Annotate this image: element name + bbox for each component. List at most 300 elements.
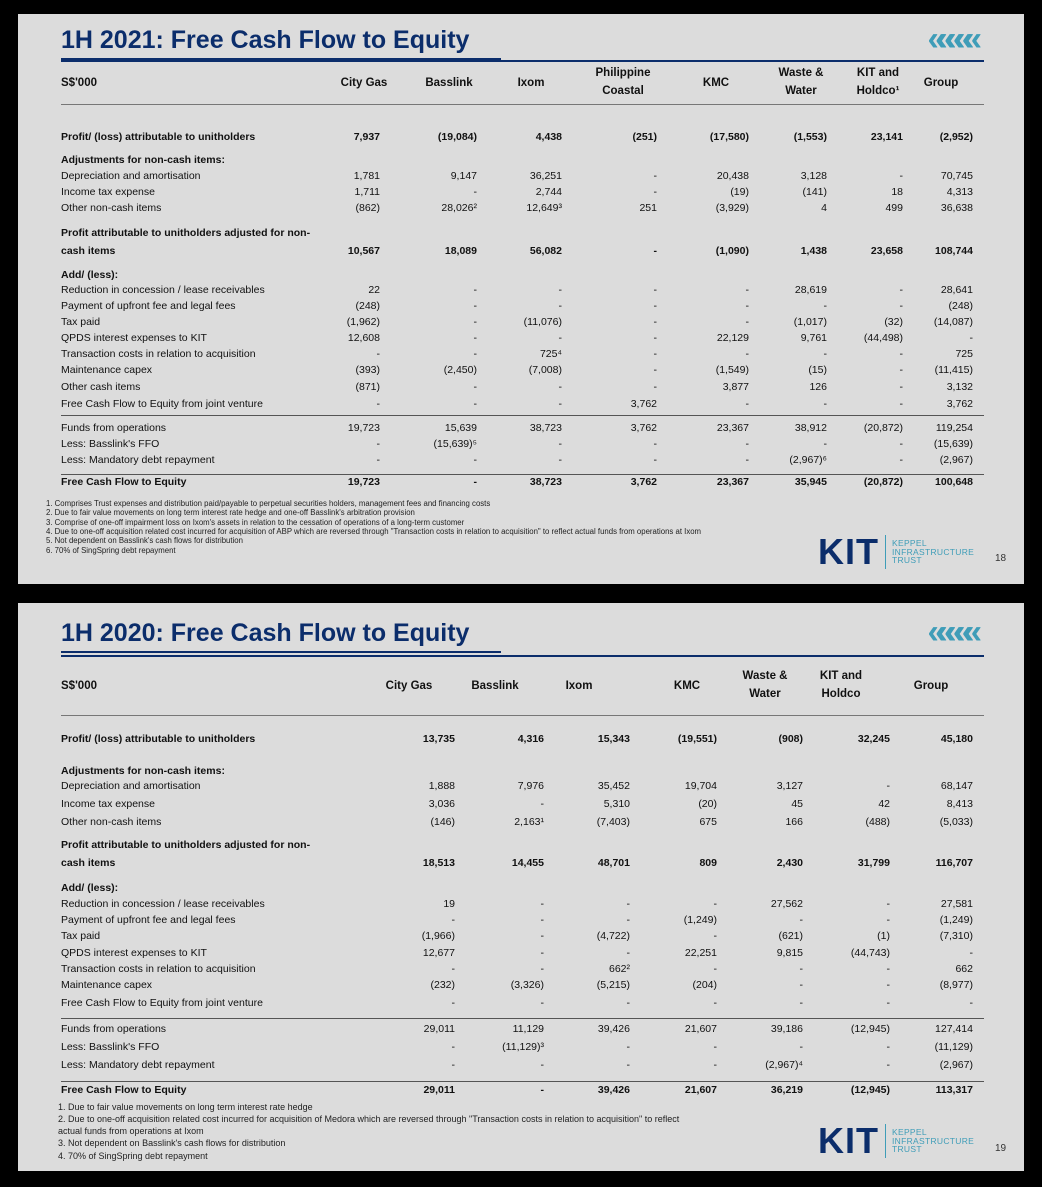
table-cell: 9,761 xyxy=(800,332,827,344)
table-cell: 725 xyxy=(955,348,973,360)
table-cell: - xyxy=(899,348,903,360)
table-cell: (146) xyxy=(430,816,455,828)
row-label: Less: Mandatory debt repayment xyxy=(61,1059,215,1071)
row-label: Maintenance capex xyxy=(61,364,153,376)
table-cell: 19 xyxy=(443,898,455,910)
divider xyxy=(61,1018,984,1019)
table-cell: - xyxy=(713,1059,717,1071)
chevron-pattern-icon: ««««« xyxy=(927,613,972,651)
table-cell: 809 xyxy=(699,857,717,869)
table-cell: 1,888 xyxy=(428,780,455,792)
table-cell: (15) xyxy=(808,364,827,376)
table-cell: (20) xyxy=(698,798,717,810)
row-label: Free Cash Flow to Equity xyxy=(61,476,187,488)
table-cell: 499 xyxy=(885,202,903,214)
table-cell: (19,551) xyxy=(677,733,717,745)
table-cell: - xyxy=(540,947,544,959)
table-cell: (12,945) xyxy=(850,1023,890,1035)
table-cell: (621) xyxy=(778,930,803,942)
table-cell: - xyxy=(653,381,657,393)
table-cell: (232) xyxy=(430,979,455,991)
table-cell: - xyxy=(540,798,544,810)
table-cell: - xyxy=(899,300,903,312)
kit-logo: KIT KEPPEL INFRASTRUCTURE TRUST xyxy=(818,531,975,572)
table-cell: (14,087) xyxy=(933,316,973,328)
table-cell: 3,762 xyxy=(630,398,657,410)
row-label: Reduction in concession / lease receivables xyxy=(61,284,265,296)
table-cell: - xyxy=(745,284,749,296)
table-cell: 4 xyxy=(821,202,827,214)
table-cell: - xyxy=(653,186,657,198)
table-cell: 22,129 xyxy=(716,332,749,344)
table-cell: 675 xyxy=(699,816,717,828)
table-cell: - xyxy=(653,348,657,360)
table-cell: - xyxy=(540,898,544,910)
table-cell: - xyxy=(558,284,562,296)
table-cell: - xyxy=(376,398,380,410)
table-cell: - xyxy=(473,186,477,198)
table-cell: - xyxy=(540,1059,544,1071)
table-cell: (5,215) xyxy=(596,979,630,991)
table-cell: 19,704 xyxy=(684,780,717,792)
table-cell: 22,251 xyxy=(684,947,717,959)
divider xyxy=(61,415,984,416)
table-cell: (1) xyxy=(877,930,890,942)
table-cell: - xyxy=(540,1084,544,1096)
table-cell: - xyxy=(713,963,717,975)
row-label: QPDS interest expenses to KIT xyxy=(61,947,207,959)
table-cell: - xyxy=(558,454,562,466)
table-cell: - xyxy=(653,454,657,466)
table-cell: (20,872) xyxy=(863,422,903,434)
table-cell: - xyxy=(745,438,749,450)
table-cell: - xyxy=(626,1041,630,1053)
table-cell: 11,129 xyxy=(512,1023,544,1035)
table-cell: (32) xyxy=(884,316,903,328)
table-cell: - xyxy=(823,438,827,450)
row-label: Adjustments for non-cash items: xyxy=(61,154,225,166)
table-cell: 27,562 xyxy=(770,898,803,910)
table-cell: 18 xyxy=(891,186,903,198)
table-cell: (19) xyxy=(730,186,749,198)
table-cell: - xyxy=(823,348,827,360)
table-cell: 68,147 xyxy=(940,780,973,792)
col-header: KMC xyxy=(673,680,701,692)
table-cell: - xyxy=(799,1041,803,1053)
table-cell: 4,313 xyxy=(946,186,973,198)
table-cell: 3,877 xyxy=(722,381,749,393)
table-cell: 23,658 xyxy=(870,245,903,257)
table-cell: 28,619 xyxy=(794,284,827,296)
table-cell: 9,815 xyxy=(776,947,803,959)
table-cell: 3,762 xyxy=(630,422,657,434)
table-cell: 36,638 xyxy=(940,202,973,214)
row-label: QPDS interest expenses to KIT xyxy=(61,332,207,344)
table-cell: (11,129) xyxy=(934,1041,973,1053)
table-cell: 14,455 xyxy=(511,857,544,869)
table-cell: (251) xyxy=(632,131,657,143)
table-cell: (141) xyxy=(802,186,827,198)
row-label: Other cash items xyxy=(61,381,141,393)
row-label: Other non-cash items xyxy=(61,202,162,214)
row-label: cash items xyxy=(61,857,116,869)
table-cell: - xyxy=(799,997,803,1009)
table-cell: 2,430 xyxy=(776,857,803,869)
table-cell: - xyxy=(473,381,477,393)
table-cell: 1,438 xyxy=(800,245,827,257)
table-cell: 18,089 xyxy=(444,245,477,257)
table-cell: 56,082 xyxy=(529,245,562,257)
table-cell: - xyxy=(653,245,657,257)
row-label: Less: Basslink's FFO xyxy=(61,438,160,450)
row-label: Depreciation and amortisation xyxy=(61,780,201,792)
table-cell: - xyxy=(473,348,477,360)
col-header: Basslink xyxy=(425,77,473,89)
table-cell: - xyxy=(558,300,562,312)
table-cell: 3,762 xyxy=(630,476,657,488)
table-cell: 1,781 xyxy=(353,170,380,182)
table-cell: 5,310 xyxy=(603,798,630,810)
table-cell: - xyxy=(626,947,630,959)
table-cell: 23,367 xyxy=(716,422,749,434)
table-cell: - xyxy=(899,364,903,376)
table-cell: 100,648 xyxy=(935,476,973,488)
slide-title: 1H 2020: Free Cash Flow to Equity xyxy=(61,619,470,647)
table-cell: 18,513 xyxy=(422,857,455,869)
table-cell: - xyxy=(558,398,562,410)
row-label: Less: Mandatory debt repayment xyxy=(61,454,215,466)
divider xyxy=(61,474,984,475)
table-cell: - xyxy=(626,997,630,1009)
table-cell: - xyxy=(745,300,749,312)
row-label: Profit attributable to unitholders adjusted for non- xyxy=(61,839,311,851)
table-cell: - xyxy=(713,898,717,910)
row-label: cash items xyxy=(61,245,116,257)
table-cell: (11,129)³ xyxy=(502,1041,544,1053)
table-cell: 15,343 xyxy=(597,733,630,745)
table-cell: - xyxy=(969,947,973,959)
table-cell: - xyxy=(558,381,562,393)
table-cell: 2,163¹ xyxy=(514,816,544,828)
table-cell: 13,735 xyxy=(422,733,455,745)
table-cell: 23,141 xyxy=(870,131,903,143)
table-cell: (2,967)⁴ xyxy=(765,1059,803,1071)
table-cell: 12,649³ xyxy=(526,202,562,214)
col-header: KMC xyxy=(702,77,730,89)
row-label: Depreciation and amortisation xyxy=(61,170,201,182)
table-cell: - xyxy=(886,1041,890,1053)
table-cell: - xyxy=(653,300,657,312)
table-cell: - xyxy=(653,170,657,182)
table-cell: (8,977) xyxy=(939,979,973,991)
table-cell: (44,498) xyxy=(863,332,903,344)
table-cell: - xyxy=(451,997,455,1009)
table-cell: - xyxy=(799,914,803,926)
table-cell: - xyxy=(451,1059,455,1071)
table-cell: - xyxy=(969,332,973,344)
table-cell: - xyxy=(653,438,657,450)
row-label: Payment of upfront fee and legal fees xyxy=(61,914,236,926)
table-cell: 35,452 xyxy=(597,780,630,792)
table-cell: - xyxy=(799,979,803,991)
table-cell: - xyxy=(558,332,562,344)
table-cell: 7,976 xyxy=(517,780,544,792)
table-cell: 2,744 xyxy=(535,186,562,198)
table-cell: (2,967) xyxy=(939,454,973,466)
table-cell: 3,127 xyxy=(776,780,803,792)
table-cell: 29,011 xyxy=(423,1084,455,1096)
table-cell: (393) xyxy=(355,364,380,376)
table-cell: 1,711 xyxy=(354,186,380,198)
row-label: Free Cash Flow to Equity from joint venture xyxy=(61,398,263,410)
row-label: Payment of upfront fee and legal fees xyxy=(61,300,236,312)
table-cell: (1,249) xyxy=(939,914,973,926)
table-cell: - xyxy=(886,914,890,926)
table-cell: - xyxy=(899,381,903,393)
table-cell: - xyxy=(473,476,477,488)
table-cell: - xyxy=(886,780,890,792)
table-cell: 28,641 xyxy=(940,284,973,296)
table-cell: - xyxy=(899,438,903,450)
title-underline xyxy=(61,651,501,653)
table-cell: (1,017) xyxy=(793,316,827,328)
row-label: Tax paid xyxy=(61,316,101,328)
row-label: Other non-cash items xyxy=(61,816,162,828)
table-cell: 12,677 xyxy=(422,947,455,959)
table-cell: - xyxy=(376,454,380,466)
table-cell: - xyxy=(626,914,630,926)
table-cell: - xyxy=(886,997,890,1009)
table-cell: - xyxy=(886,898,890,910)
table-cell: - xyxy=(473,284,477,296)
table-cell: - xyxy=(376,348,380,360)
row-label: Profit attributable to unitholders adjusted for non- xyxy=(61,227,311,239)
col-header: Waste & Water xyxy=(778,67,824,98)
table-cell: (20,872) xyxy=(863,476,903,488)
table-cell: (11,076) xyxy=(523,316,562,328)
table-cell: - xyxy=(626,1059,630,1071)
table-cell: - xyxy=(451,1041,455,1053)
col-header: Waste & Water xyxy=(742,670,788,701)
row-label: Tax paid xyxy=(61,930,101,942)
table-cell: (15,639) xyxy=(933,438,973,450)
table-cell: 119,254 xyxy=(935,422,973,434)
table-cell: (7,310) xyxy=(939,930,973,942)
table-cell: 7,937 xyxy=(353,131,380,143)
table-cell: (862) xyxy=(355,202,380,214)
table-cell: (2,952) xyxy=(939,131,973,143)
table-cell: - xyxy=(540,963,544,975)
row-label: Profit/ (loss) attributable to unitholders xyxy=(61,733,256,745)
table-header xyxy=(61,60,984,105)
divider xyxy=(61,1081,984,1082)
table-cell: (2,450) xyxy=(443,364,477,376)
table-cell: 4,316 xyxy=(517,733,544,745)
row-label: Profit/ (loss) attributable to unitholders xyxy=(61,131,256,143)
table-cell: - xyxy=(899,284,903,296)
chevron-pattern-icon: ««««« xyxy=(927,20,972,58)
table-cell: 3,762 xyxy=(946,398,973,410)
table-cell: 23,367 xyxy=(716,476,749,488)
table-cell: (488) xyxy=(865,816,890,828)
slide-18 xyxy=(18,14,1024,584)
table-cell: (1,549) xyxy=(715,364,749,376)
table-cell: - xyxy=(626,898,630,910)
row-label: Funds from operations xyxy=(61,422,167,434)
table-cell: - xyxy=(745,454,749,466)
table-cell: 31,799 xyxy=(857,857,890,869)
footnotes: 1. Due to fair value movements on long term interest rate hedge 2. Due to one-off acquisition related cost incurred for acquisition of Medora which are reversed through "Transaction costs in relation to acquisition" to reflect actual funds from operations at Ixom 3. Not dependent on Basslink's cash flows for distribution 4. 70% of SingSpring debt repayment xyxy=(58,1102,680,1161)
table-cell: (1,249) xyxy=(683,914,717,926)
table-cell: - xyxy=(653,332,657,344)
table-cell: (4,722) xyxy=(596,930,630,942)
table-cell: (11,415) xyxy=(934,364,973,376)
table-cell: (3,929) xyxy=(715,202,749,214)
table-cell: 39,426 xyxy=(597,1084,630,1096)
table-cell: - xyxy=(886,979,890,991)
table-cell: (1,966) xyxy=(421,930,455,942)
table-cell: 251 xyxy=(639,202,657,214)
table-cell: - xyxy=(713,997,717,1009)
table-cell: - xyxy=(473,332,477,344)
table-cell: 662 xyxy=(955,963,973,975)
table-cell: (3,326) xyxy=(510,979,544,991)
table-cell: - xyxy=(473,398,477,410)
table-cell: 8,413 xyxy=(946,798,973,810)
table-cell: 35,945 xyxy=(794,476,827,488)
table-cell: 21,607 xyxy=(684,1084,717,1096)
table-cell: - xyxy=(451,963,455,975)
table-cell: 4,438 xyxy=(535,131,562,143)
col-header: Group xyxy=(923,77,959,89)
row-label: Free Cash Flow to Equity from joint venture xyxy=(61,997,263,1009)
table-cell: 36,219 xyxy=(770,1084,803,1096)
kit-logo: KIT KEPPEL INFRASTRUCTURE TRUST xyxy=(818,1120,975,1161)
table-cell: - xyxy=(376,438,380,450)
table-cell: 28,026² xyxy=(441,202,477,214)
table-cell: 39,186 xyxy=(770,1023,803,1035)
table-cell: 725⁴ xyxy=(539,348,562,360)
slide-19 xyxy=(18,603,1024,1171)
table-cell: - xyxy=(473,300,477,312)
table-cell: 42 xyxy=(878,798,890,810)
row-label: Maintenance capex xyxy=(61,979,153,991)
table-cell: (204) xyxy=(692,979,717,991)
row-label: Reduction in concession / lease receivables xyxy=(61,898,265,910)
table-cell: (1,962) xyxy=(346,316,380,328)
table-cell: - xyxy=(473,316,477,328)
table-cell: 27,581 xyxy=(940,898,973,910)
col-header: Ixom xyxy=(565,680,593,692)
table-cell: (17,580) xyxy=(709,131,749,143)
table-cell: (44,743) xyxy=(850,947,890,959)
col-header: KIT and Holdco xyxy=(819,670,863,701)
table-cell: - xyxy=(899,454,903,466)
table-cell: 45 xyxy=(791,798,803,810)
table-cell: - xyxy=(653,316,657,328)
table-cell: (248) xyxy=(948,300,973,312)
table-cell: - xyxy=(745,398,749,410)
table-cell: 19,723 xyxy=(347,476,380,488)
table-cell: (7,008) xyxy=(528,364,562,376)
table-cell: 3,036 xyxy=(428,798,455,810)
col-header: Group xyxy=(913,680,949,692)
table-cell: 48,701 xyxy=(597,857,630,869)
table-cell: 126 xyxy=(809,381,827,393)
table-cell: - xyxy=(823,300,827,312)
table-cell: - xyxy=(745,348,749,360)
page-number: 19 xyxy=(995,1143,1007,1154)
row-label: Transaction costs in relation to acquisition xyxy=(61,963,256,975)
table-cell: - xyxy=(886,1059,890,1071)
row-label: Income tax expense xyxy=(61,798,155,810)
row-label: Funds from operations xyxy=(61,1023,167,1035)
table-cell: 15,639 xyxy=(444,422,477,434)
table-cell: (2,967)⁶ xyxy=(789,454,827,466)
table-cell: 3,128 xyxy=(800,170,827,182)
table-cell: (19,084) xyxy=(437,131,477,143)
table-cell: 20,438 xyxy=(716,170,749,182)
row-label: Adjustments for non-cash items: xyxy=(61,765,225,777)
col-header: Ixom xyxy=(517,77,545,89)
row-label: Income tax expense xyxy=(61,186,155,198)
row-label: Free Cash Flow to Equity xyxy=(61,1084,187,1096)
table-cell: 22 xyxy=(368,284,380,296)
table-cell: (1,090) xyxy=(715,245,749,257)
table-cell: 38,912 xyxy=(794,422,827,434)
table-cell: - xyxy=(713,930,717,942)
col-header: KIT and Holdco¹ xyxy=(856,67,900,98)
table-cell: - xyxy=(540,997,544,1009)
table-cell: (15,639)⁵ xyxy=(433,438,477,450)
table-cell: 39,426 xyxy=(597,1023,630,1035)
table-cell: 127,414 xyxy=(935,1023,973,1035)
col-header: City Gas xyxy=(385,680,433,692)
table-cell: (2,967) xyxy=(939,1059,973,1071)
row-label: Less: Basslink's FFO xyxy=(61,1041,160,1053)
col-header: Philippine Coastal xyxy=(595,67,651,98)
table-cell: 70,745 xyxy=(940,170,973,182)
table-cell: - xyxy=(799,963,803,975)
table-cell: (871) xyxy=(355,381,380,393)
table-cell: 38,723 xyxy=(529,476,562,488)
table-cell: 3,132 xyxy=(946,381,973,393)
table-cell: (5,033) xyxy=(939,816,973,828)
table-cell: 166 xyxy=(785,816,803,828)
page-number: 18 xyxy=(995,553,1007,564)
table-cell: 113,317 xyxy=(935,1084,973,1096)
table-cell: - xyxy=(653,284,657,296)
table-cell: - xyxy=(823,398,827,410)
table-cell: 10,567 xyxy=(347,245,380,257)
table-cell: 9,147 xyxy=(450,170,477,182)
col-header: Basslink xyxy=(471,680,519,692)
table-cell: - xyxy=(473,454,477,466)
slide-title: 1H 2021: Free Cash Flow to Equity xyxy=(61,26,470,54)
row-label: Transaction costs in relation to acquisition xyxy=(61,348,256,360)
col-header: City Gas xyxy=(340,77,388,89)
row-label: Add/ (less): xyxy=(61,882,119,894)
table-cell: (908) xyxy=(778,733,803,745)
table-cell: - xyxy=(451,914,455,926)
table-cell: - xyxy=(899,398,903,410)
table-cell: 29,011 xyxy=(423,1023,455,1035)
table-cell: 116,707 xyxy=(935,857,973,869)
table-cell: (248) xyxy=(355,300,380,312)
table-cell: - xyxy=(745,316,749,328)
currency-label: S$'000 xyxy=(61,680,97,692)
table-cell: (7,403) xyxy=(596,816,630,828)
